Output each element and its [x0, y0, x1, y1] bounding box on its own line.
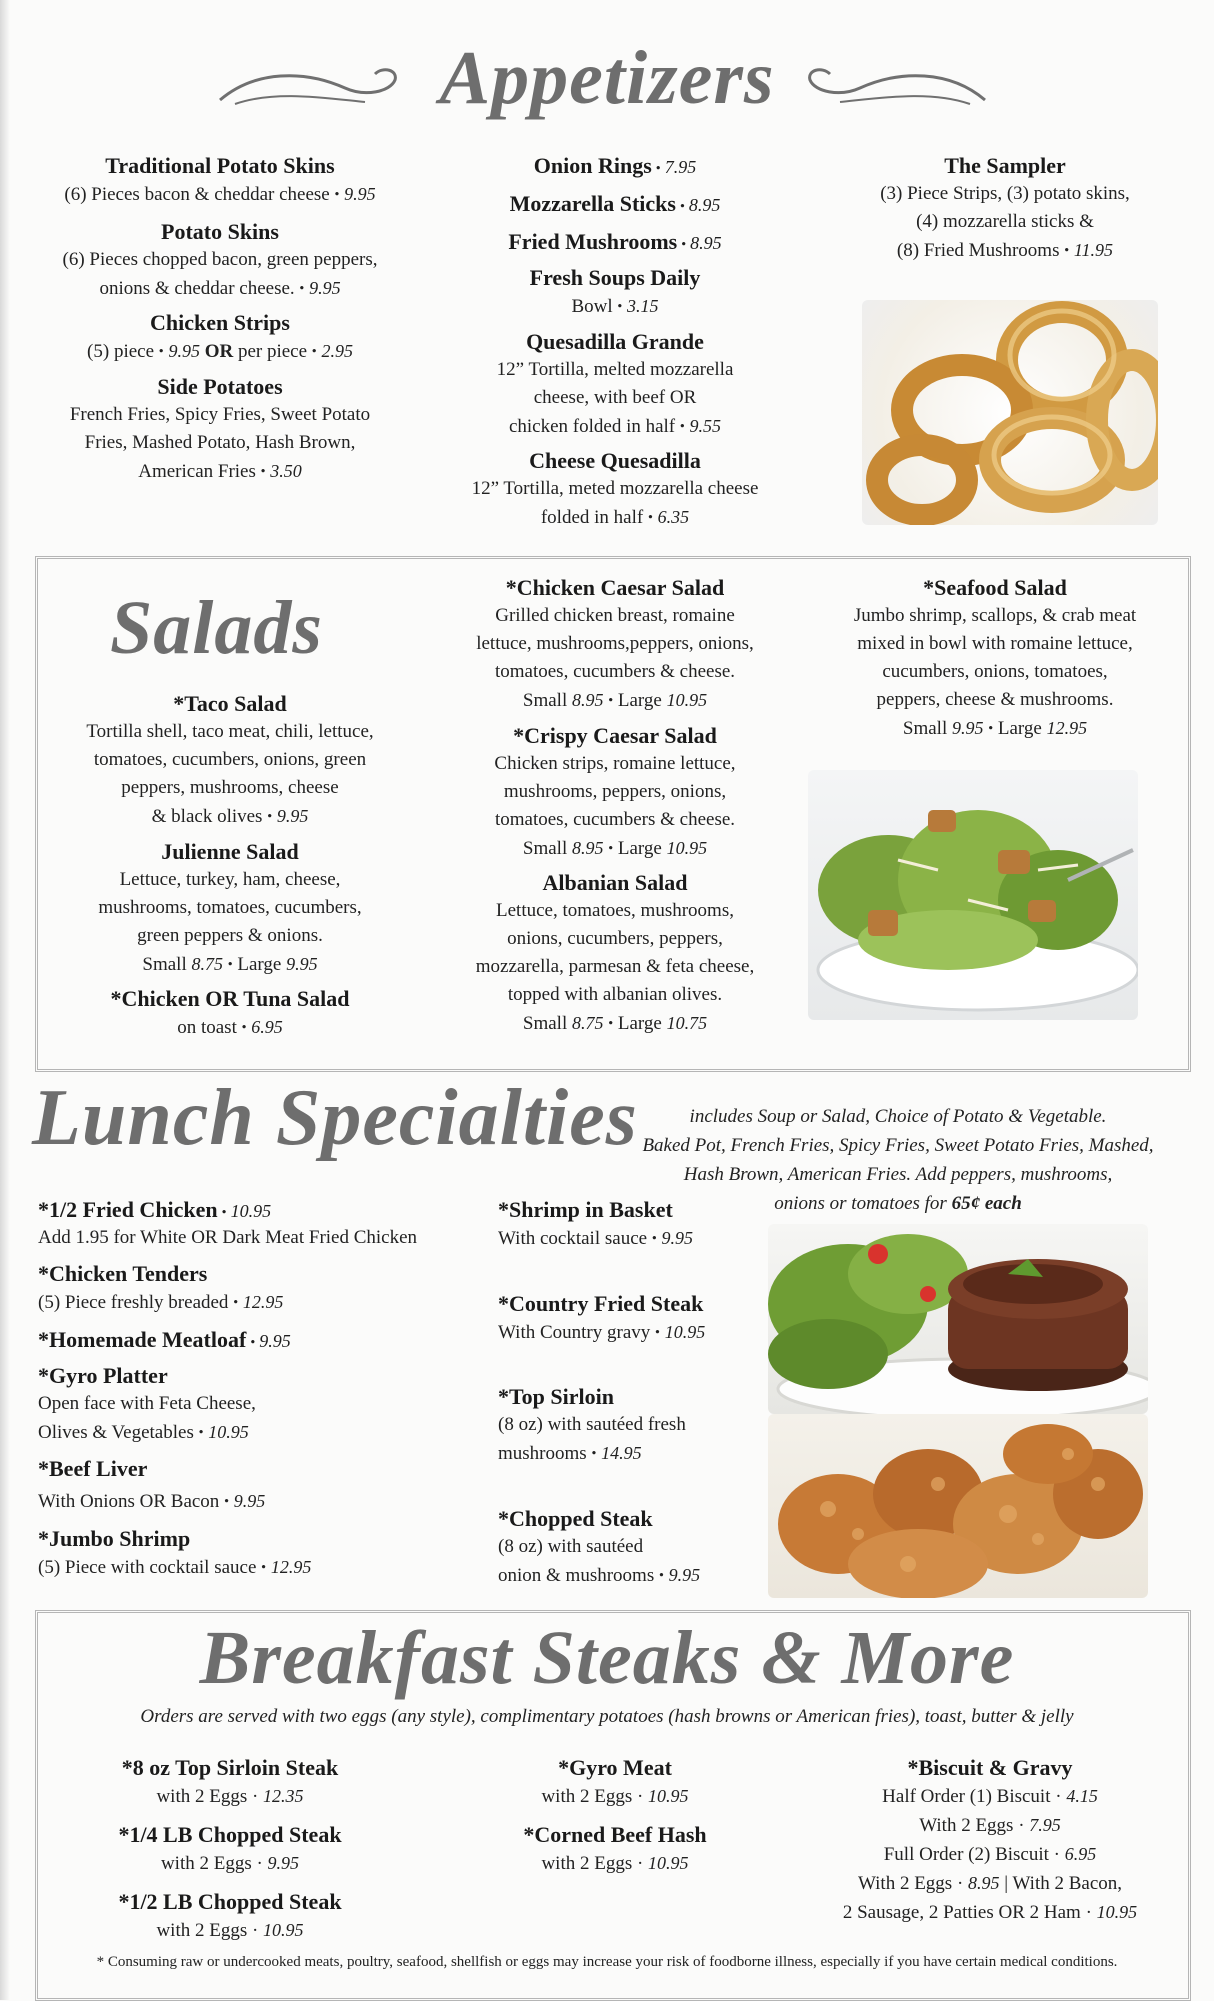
menu-item [40, 373, 400, 487]
menu-item: *Chopped Steak (8 oz) with sautéed onion & mushrooms • 9.95 [498, 1505, 701, 1586]
item-desc: American Fries • 3.50 [138, 460, 302, 482]
appetizers-column-3 [830, 152, 1180, 266]
menu-item: *Chicken Tenders (5) Piece freshly breaded • 12.95 [38, 1261, 284, 1313]
item-name: Potato Skins [161, 218, 279, 244]
menu-item: *1/4 LB Chopped Steak with 2 Eggs · 9.95 [118, 1822, 342, 1874]
menu-item [40, 218, 400, 304]
menu-item: The Sampler (3) Piece Strips, (3) potato skins, (4) mozzarella sticks & (8) Fried Mushrooms • 11.95 [880, 153, 1130, 261]
lunch-column-2 [498, 1196, 768, 1591]
caesar-salad-photo [808, 770, 1138, 1020]
lunch-column-1 [38, 1196, 508, 1583]
menu-item: *Chicken Caesar Salad Grilled chicken breast, romaine lettuce, mushrooms,peppers, onions, tomatoes, cucumbers & cheese. Small 8.95 • Large 10.95 [476, 575, 754, 711]
appetizers-column-1 [40, 152, 400, 487]
menu-item: Mozzarella Sticks • 8.95 [509, 191, 721, 216]
item-price: 3.50 [270, 460, 302, 481]
menu-item: *Seafood Salad Jumbo shrimp, scallops, & crab meat mixed in bowl with romaine lettuce, cucumbers, onions, tomatoes, peppers, cheese & mushrooms. Small 9.95 • Large 12.95 [853, 575, 1137, 739]
item-desc: (6) Pieces chopped bacon, green peppers, [62, 248, 378, 270]
menu-item [40, 309, 400, 367]
breakfast-column-1 [80, 1754, 380, 1945]
onion-rings-photo [862, 300, 1158, 525]
menu-item: *Top Sirloin (8 oz) with sautéed fresh mushrooms • 14.95 [498, 1384, 686, 1465]
lunch-note: includes Soup or Salad, Choice of Potato & Vegetable. Baked Pot, French Fries, Spicy Fries, Sweet Potato Fries, Mashed, Hash Brown, American Fries. Add peppers, mushrooms, onions or tomatoes for 65¢ each [642, 1106, 1154, 1214]
menu-item: *Country Fried Steak With Country gravy • 10.95 [498, 1290, 706, 1343]
item-desc: French Fries, Spicy Fries, Sweet Potato [69, 403, 371, 425]
appetizers-heading: Appetizers [439, 36, 775, 120]
menu-item: Fresh Soups Daily Bowl • 3.15 [529, 265, 701, 317]
menu-item: Julienne Salad Lettuce, turkey, ham, cheese, mushrooms, tomatoes, cucumbers, green peppers & onions. Small 8.75 • Large 9.95 [98, 838, 362, 975]
food-safety-disclaimer: * Consuming raw or undercooked meats, poultry, seafood, shellfish or eggs may increase your risk of foodborne illness, especially if you have certain medical conditions. [96, 1954, 1118, 1970]
menu-item: *Biscuit & Gravy Half Order (1) Biscuit · 4.15 With 2 Eggs · 7.95 Full Order (2) Biscuit · 6.95 With 2 Eggs · 8.95 | With 2 Bacon, 2 Sausage, 2 Patties OR 2 Ham · 10.95 [842, 1755, 1138, 1923]
breakfast-column-2 [480, 1754, 750, 1878]
item-desc: (5) piece • 9.95 OR per piece • 2.95 [87, 341, 353, 363]
menu-item: *Gyro Meat with 2 Eggs · 10.95 [541, 1755, 689, 1807]
menu-item: Cheese Quesadilla 12” Tortilla, meted mozzarella cheese folded in half • 6.35 [471, 448, 759, 529]
salads-column-1 [60, 690, 400, 1043]
item-price: 9.95 [344, 184, 376, 204]
item-desc: onions & cheddar cheese. • 9.95 [99, 277, 341, 299]
menu-item: *Crispy Caesar Salad Chicken strips, romaine lettuce, mushrooms, peppers, onions, tomatoes, cucumbers & cheese. Small 8.95 • Large 10.95 [494, 722, 736, 859]
salads-column-2 [440, 574, 790, 1039]
menu-item: *Jumbo Shrimp (5) Piece with cocktail sauce • 12.95 [38, 1525, 312, 1578]
menu-item: *8 oz Top Sirloin Steak with 2 Eggs · 12.35 [121, 1755, 339, 1807]
menu-item: *Homemade Meatloaf • 9.95 [38, 1326, 291, 1352]
menu-item: Albanian Salad Lettuce, tomatoes, mushrooms, onions, cucumbers, peppers, mozzarella, parmesan & feta cheese, topped with albanian olives. Small 8.75 • Large 10.75 [475, 870, 755, 1035]
item-desc: Fries, Mashed Potato, Hash Brown, [84, 431, 356, 453]
steak-salad-photo [768, 1224, 1148, 1414]
salads-heading: Salads [110, 586, 323, 670]
item-name: Chicken Strips [150, 310, 290, 336]
menu-item: *Taco Salad Tortilla shell, taco meat, chili, lettuce, tomatoes, cucumbers, onions, green peppers, mushrooms, cheese & black olives • 9.95 [86, 691, 374, 827]
item-name: Side Potatoes [157, 373, 283, 399]
menu-item: Quesadilla Grande 12” Tortilla, melted mozzarella cheese, with beef OR chicken folded in half • 9.55 [496, 328, 734, 437]
menu-item: Onion Rings • 7.95 [533, 153, 697, 178]
menu-item: *Beef Liver With Onions OR Bacon • 9.95 [38, 1456, 266, 1513]
breakfast-note: Orders are served with two eggs (any style), complimentary potatoes (hash browns or American fries), toast, butter & jelly [140, 1706, 1074, 1727]
item-price: 9.95 [309, 277, 341, 298]
menu-item: *Gyro Platter Open face with Feta Cheese, Olives & Vegetables • 10.95 [38, 1362, 256, 1443]
menu-item: *1/2 LB Chopped Steak with 2 Eggs · 10.95 [118, 1889, 342, 1941]
breakfast-column-3 [820, 1754, 1160, 1927]
menu-item: Fried Mushrooms • 8.95 [508, 229, 722, 254]
menu-item: *Shrimp in Basket With cocktail sauce • 9.95 [498, 1197, 693, 1249]
salads-column-3 [810, 574, 1180, 744]
menu-item: *Chicken OR Tuna Salad on toast • 6.95 [110, 986, 350, 1039]
page-edge [0, 0, 10, 2000]
menu-item: *1/2 Fried Chicken • 10.95 Add 1.95 for White OR Dark Meat Fried Chicken [38, 1197, 418, 1248]
fried-chicken-photo [768, 1414, 1148, 1598]
item-name: Traditional Potato Skins [105, 153, 335, 178]
item-desc: (6) Pieces bacon & cheddar cheese • 9.95 [64, 184, 376, 205]
lunch-specialties-heading: Lunch Specialties [32, 1074, 638, 1162]
appetizers-column-2 [440, 152, 790, 533]
breakfast-heading: Breakfast Steaks & More [199, 1616, 1015, 1700]
menu-item: *Corned Beef Hash with 2 Eggs · 10.95 [523, 1822, 707, 1874]
menu-item [40, 152, 400, 210]
